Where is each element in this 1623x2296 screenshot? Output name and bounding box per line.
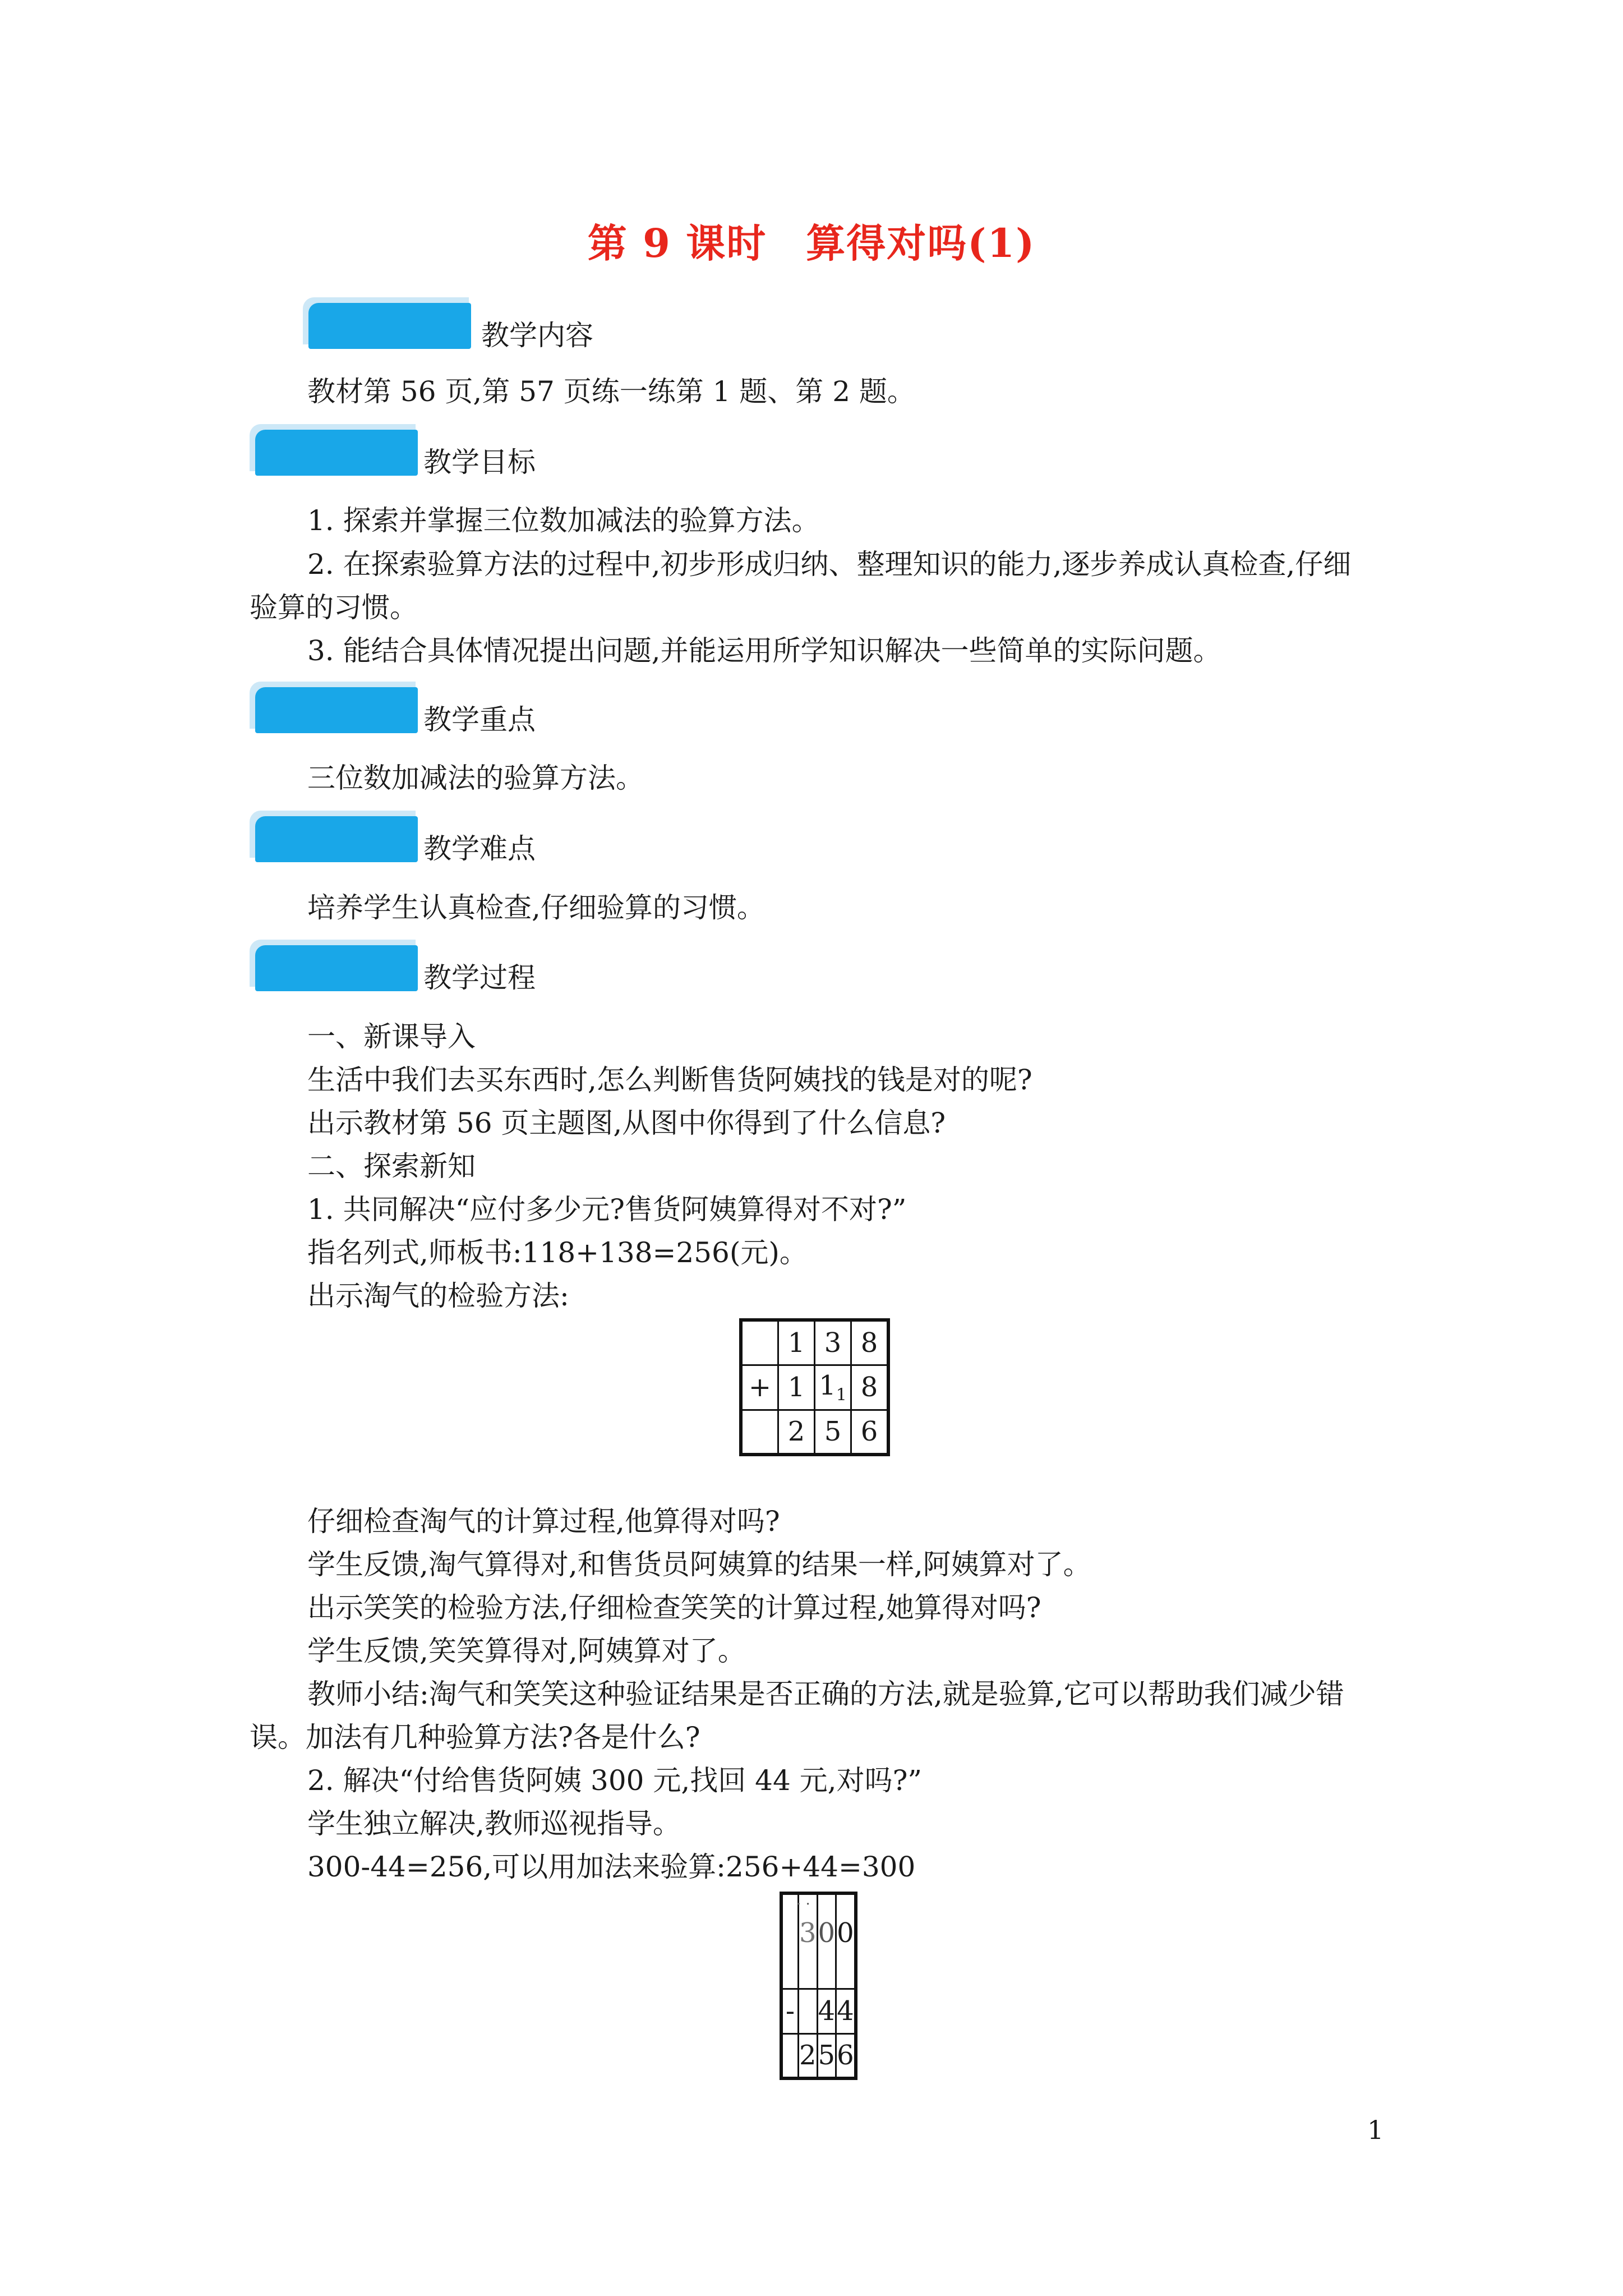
page-number: 1 <box>1367 2115 1384 2145</box>
grid-cell: 0 <box>817 1893 836 1989</box>
grid-cell: 2 <box>799 2033 818 2078</box>
grid-cell: 5 <box>817 2033 836 2078</box>
grid-cell: 1 <box>778 1320 815 1365</box>
goal-item-2: 2. 在探索验算方法的过程中,初步形成归纳、整理知识的能力,逐步养成认真检查,仔细 <box>307 548 1352 581</box>
grid-cell <box>741 1410 778 1455</box>
carry-dots: · · <box>796 1896 810 1913</box>
process-line: 学生独立解决,教师巡视指导。 <box>307 1807 681 1840</box>
grid-cell: 6 <box>836 2033 856 2078</box>
section-tab <box>250 811 418 861</box>
process-line: 出示笑笑的检验方法,仔细检查笑笑的计算过程,她算得对吗? <box>307 1591 1041 1624</box>
summary-line-cont: 误。加法有几种验算方法?各是什么? <box>250 1721 700 1754</box>
page-title <box>0 212 1623 269</box>
content-text: 教材第 56 页,第 57 页练一练第 1 题、第 2 题。 <box>307 375 915 408</box>
process-line: 生活中我们去买东西时,怎么判断售货阿姨找的钱是对的呢? <box>307 1064 1032 1096</box>
process-line: 二、探索新知 <box>307 1150 476 1182</box>
lesson-name: 算得对吗(1) <box>806 220 1036 266</box>
process-line: 出示教材第 56 页主题图,从图中你得到了什么信息? <box>307 1107 946 1139</box>
grid-cell: 8 <box>851 1320 889 1365</box>
grid-cell <box>781 2033 799 2078</box>
grid-cell: 2 <box>778 1410 815 1455</box>
process-line: 2. 解决“付给售货阿姨 300 元,找回 44 元,对吗?” <box>307 1764 922 1797</box>
process-line: 学生反馈,笑笑算得对,阿姨算对了。 <box>307 1635 746 1667</box>
goal-item-2-cont: 验算的习惯。 <box>250 591 418 624</box>
grid-cell: 4 <box>817 1989 836 2033</box>
subtraction-check-grid <box>780 1892 857 2080</box>
grid-cell <box>741 1320 778 1365</box>
document-page: 第 9 课时 算得对吗(1) 教学内容 教材第 56 页,第 57 页练一练第 1 题、第 2 题。 教学目标 1. 探索并掌握三位数加减法的验算方法。 2. 在探索验算方法的过程中,初步形成归纳、整理知识的能力,逐步养成认真检查,仔细 验算的习惯。 3. 能结合具体情况提出问题,并能运用所学知识解决一些简单的实际问题。 教学重点 三位数加减法的验算方法。 教学难点 培养学生认真检查,仔细验算的习惯。 教学过程 一、新课导入 生活中我们去买东西时,怎么判断售货阿姨找的钱是对的呢? 出示教材第 56 页主题图,从图中你得到了什么信息? 二、探索新知 1. 共同解决“应付多少元?售货阿姨算得对不对?” 指名列式,师板书:118+138=256(元)。 出示淘气的检验方法: 1 3 8 + 1 $1_1$ 8 2 5 6 仔细检查淘气的计算过程,他算得对吗? 学生反馈,淘气算得对,和售货员阿姨算的结果一样,阿姨算对了。 出示笑笑的检验方法,仔细检查笑笑的计算过程,她算得对吗? 学生反馈,笑笑算得对,阿姨算对了。 教师小结:淘气和笑笑这种验证结果是否正确的方法,就是验算,它可以帮助我们减少错 误。加法有几种验算方法?各是什么? 2. 解决“付给售货阿姨 300 元,找回 44 元,对吗?” 学生独立解决,教师巡视指导。 300-44=256,可以用加法来验算:256+44=300 3 0 0 - 4 4 2 5 6 · · 1 <box>0 0 1623 2296</box>
grid-cell-with-carry: $1_1$ <box>815 1365 851 1410</box>
grid-cell: 3 <box>815 1320 851 1365</box>
difficulty-text: 培养学生认真检查,仔细验算的习惯。 <box>307 891 765 924</box>
section-tab <box>250 682 418 732</box>
grid-cell: 3 <box>799 1893 818 1989</box>
process-line: 一、新课导入 <box>307 1020 476 1053</box>
lesson-number: 第 9 课时 <box>587 220 767 266</box>
grid-cell: 4 <box>836 1989 856 2033</box>
grid-cell: 8 <box>851 1365 889 1410</box>
process-line: 出示淘气的检验方法: <box>307 1280 569 1312</box>
section-tab <box>250 940 418 990</box>
grid-cell: - <box>781 1989 799 2033</box>
addition-check-grid <box>739 1318 890 1456</box>
grid-cell: 1 <box>778 1365 815 1410</box>
grid-cell <box>781 1893 799 1989</box>
section-tab <box>250 424 418 475</box>
summary-line: 教师小结:淘气和笑笑这种验证结果是否正确的方法,就是验算,它可以帮助我们减少错 <box>307 1678 1344 1710</box>
grid-cell <box>799 1989 818 2033</box>
carry-digit: 1 <box>836 1385 847 1405</box>
grid-cell: 0 <box>836 1893 856 1989</box>
section-tab <box>303 297 471 348</box>
grid-cell: 5 <box>815 1410 851 1455</box>
process-line: 仔细检查淘气的计算过程,他算得对吗? <box>307 1505 780 1538</box>
process-line: 300-44=256,可以用加法来验算:256+44=300 <box>307 1851 916 1883</box>
grid-cell: 6 <box>851 1410 889 1455</box>
grid-cell: + <box>741 1365 778 1410</box>
goal-item-1: 1. 探索并掌握三位数加减法的验算方法。 <box>307 504 820 537</box>
process-line: 学生反馈,淘气算得对,和售货员阿姨算的结果一样,阿姨算对了。 <box>307 1548 1091 1581</box>
key-text: 三位数加减法的验算方法。 <box>307 762 644 794</box>
process-line: 1. 共同解决“应付多少元?售货阿姨算得对不对?” <box>307 1193 907 1226</box>
goal-item-3: 3. 能结合具体情况提出问题,并能运用所学知识解决一些简单的实际问题。 <box>307 634 1221 667</box>
process-line: 指名列式,师板书:118+138=256(元)。 <box>307 1236 808 1269</box>
